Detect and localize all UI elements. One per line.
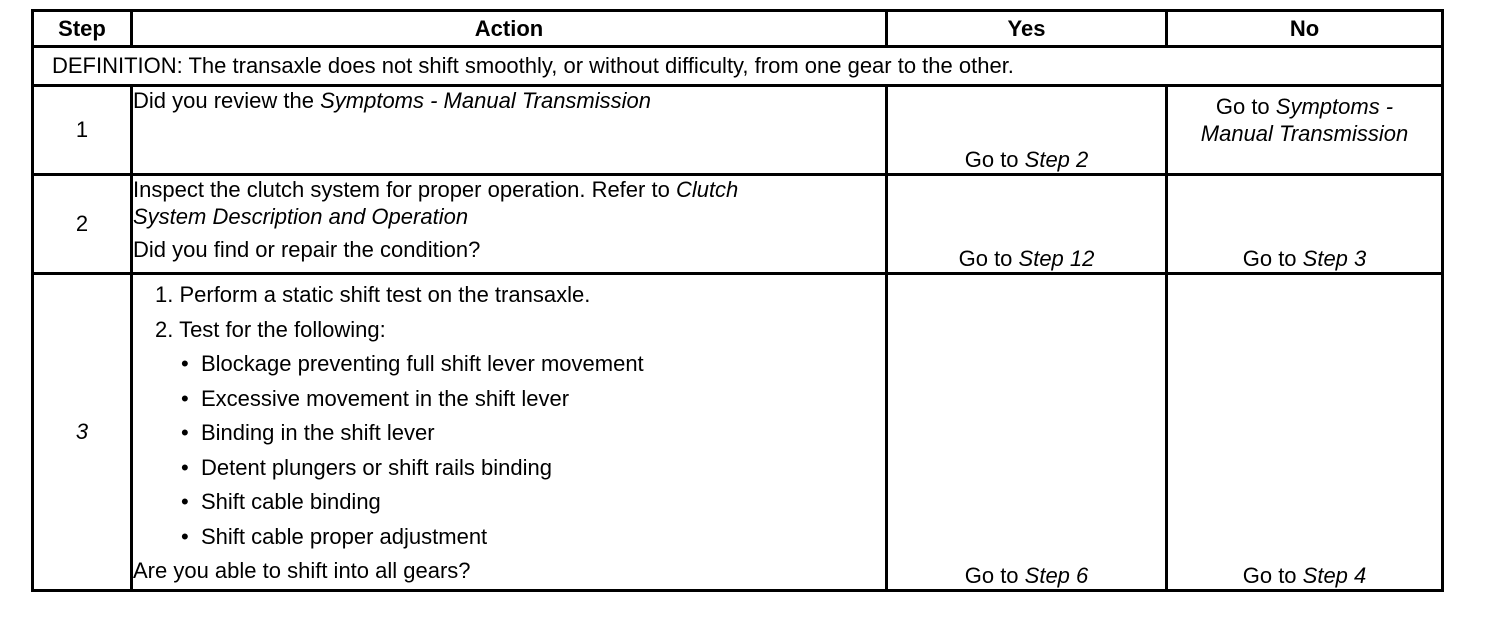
bullet-icon: • <box>181 385 189 411</box>
header-yes: Yes <box>887 11 1167 47</box>
bullet-icon: • <box>181 489 189 514</box>
yes-prefix-1: Go to <box>964 147 1025 172</box>
header-no: No <box>1167 11 1443 47</box>
yes-cell-1 <box>887 86 1167 175</box>
yes-prefix-3: Go to <box>964 562 1025 588</box>
test-item <box>181 416 885 451</box>
header-action: Action <box>132 11 887 47</box>
test-item <box>181 451 885 486</box>
action-question-2: Did you find or repair the condition? <box>133 237 481 262</box>
test-item <box>181 485 885 520</box>
action-ref-2b: System Description and Operation <box>133 204 469 229</box>
no-link-3: Step 4 <box>1302 562 1367 588</box>
test-item <box>181 382 885 417</box>
no-link-2: Step 3 <box>1302 246 1367 271</box>
bullet-icon: • <box>181 454 189 480</box>
header-step: Step <box>33 11 132 47</box>
no-cell-3 <box>1167 274 1443 591</box>
bullet-icon: • <box>181 523 189 549</box>
step-row-1 <box>33 86 1443 175</box>
yes-link-1: Step 2 <box>1024 147 1089 172</box>
test-item-text: Binding in the shift lever <box>201 420 435 445</box>
action-steps-3 <box>133 278 885 347</box>
action-step-3-2: 2. Test for the following: <box>155 316 386 342</box>
test-item-text: Shift cable proper adjustment <box>201 523 488 549</box>
no-prefix-1: Go to <box>1215 94 1276 119</box>
yes-cell-3 <box>887 274 1167 591</box>
bullet-icon: • <box>181 351 189 376</box>
action-text-1: Did you review the <box>133 88 321 113</box>
definition-row <box>33 47 1443 86</box>
no-link-1a: Symptoms - <box>1275 94 1394 119</box>
no-cell-1 <box>1167 86 1443 175</box>
action-ref-1: Symptoms - Manual Transmission <box>320 88 651 113</box>
test-item <box>181 520 885 555</box>
header-row <box>33 11 1443 47</box>
no-prefix-3: Go to <box>1242 562 1303 588</box>
test-item-text: Blockage preventing full shift lever movement <box>201 351 644 376</box>
diagnostic-table <box>31 9 1444 592</box>
yes-link-2: Step 12 <box>1018 246 1095 271</box>
definition-text: DEFINITION: The transaxle does not shift smoothly, or without difficulty, from one gear to the other. <box>33 47 1443 86</box>
no-cell-2 <box>1167 175 1443 274</box>
action-cell-1 <box>132 86 887 175</box>
step-number-2: 2 <box>33 175 132 274</box>
test-item-text: Detent plungers or shift rails binding <box>201 454 552 480</box>
bullet-icon: • <box>181 420 189 445</box>
action-step-3-1: 1. Perform a static shift test on the transaxle. <box>155 282 591 307</box>
yes-cell-2 <box>887 175 1167 274</box>
no-prefix-2: Go to <box>1242 246 1303 271</box>
test-item-text: Excessive movement in the shift lever <box>201 385 570 411</box>
action-cell-3 <box>132 274 887 591</box>
test-item <box>181 347 885 382</box>
step-row-2 <box>33 175 1443 274</box>
test-item-text: Shift cable binding <box>201 489 381 514</box>
test-list-3 <box>133 347 885 554</box>
action-ref-2a: Clutch <box>675 177 739 202</box>
action-text-2a: Inspect the clutch system for proper operation. Refer to <box>133 177 676 202</box>
no-link-1b: Manual Transmission <box>1200 121 1409 146</box>
step-number-3: 3 <box>33 274 132 591</box>
action-cell-2 <box>132 175 887 274</box>
action-question-3: Are you able to shift into all gears? <box>133 558 471 583</box>
step-row-3 <box>33 274 1443 591</box>
yes-link-3: Step 6 <box>1024 562 1089 588</box>
yes-prefix-2: Go to <box>958 246 1019 271</box>
step-number-1: 1 <box>33 86 132 175</box>
